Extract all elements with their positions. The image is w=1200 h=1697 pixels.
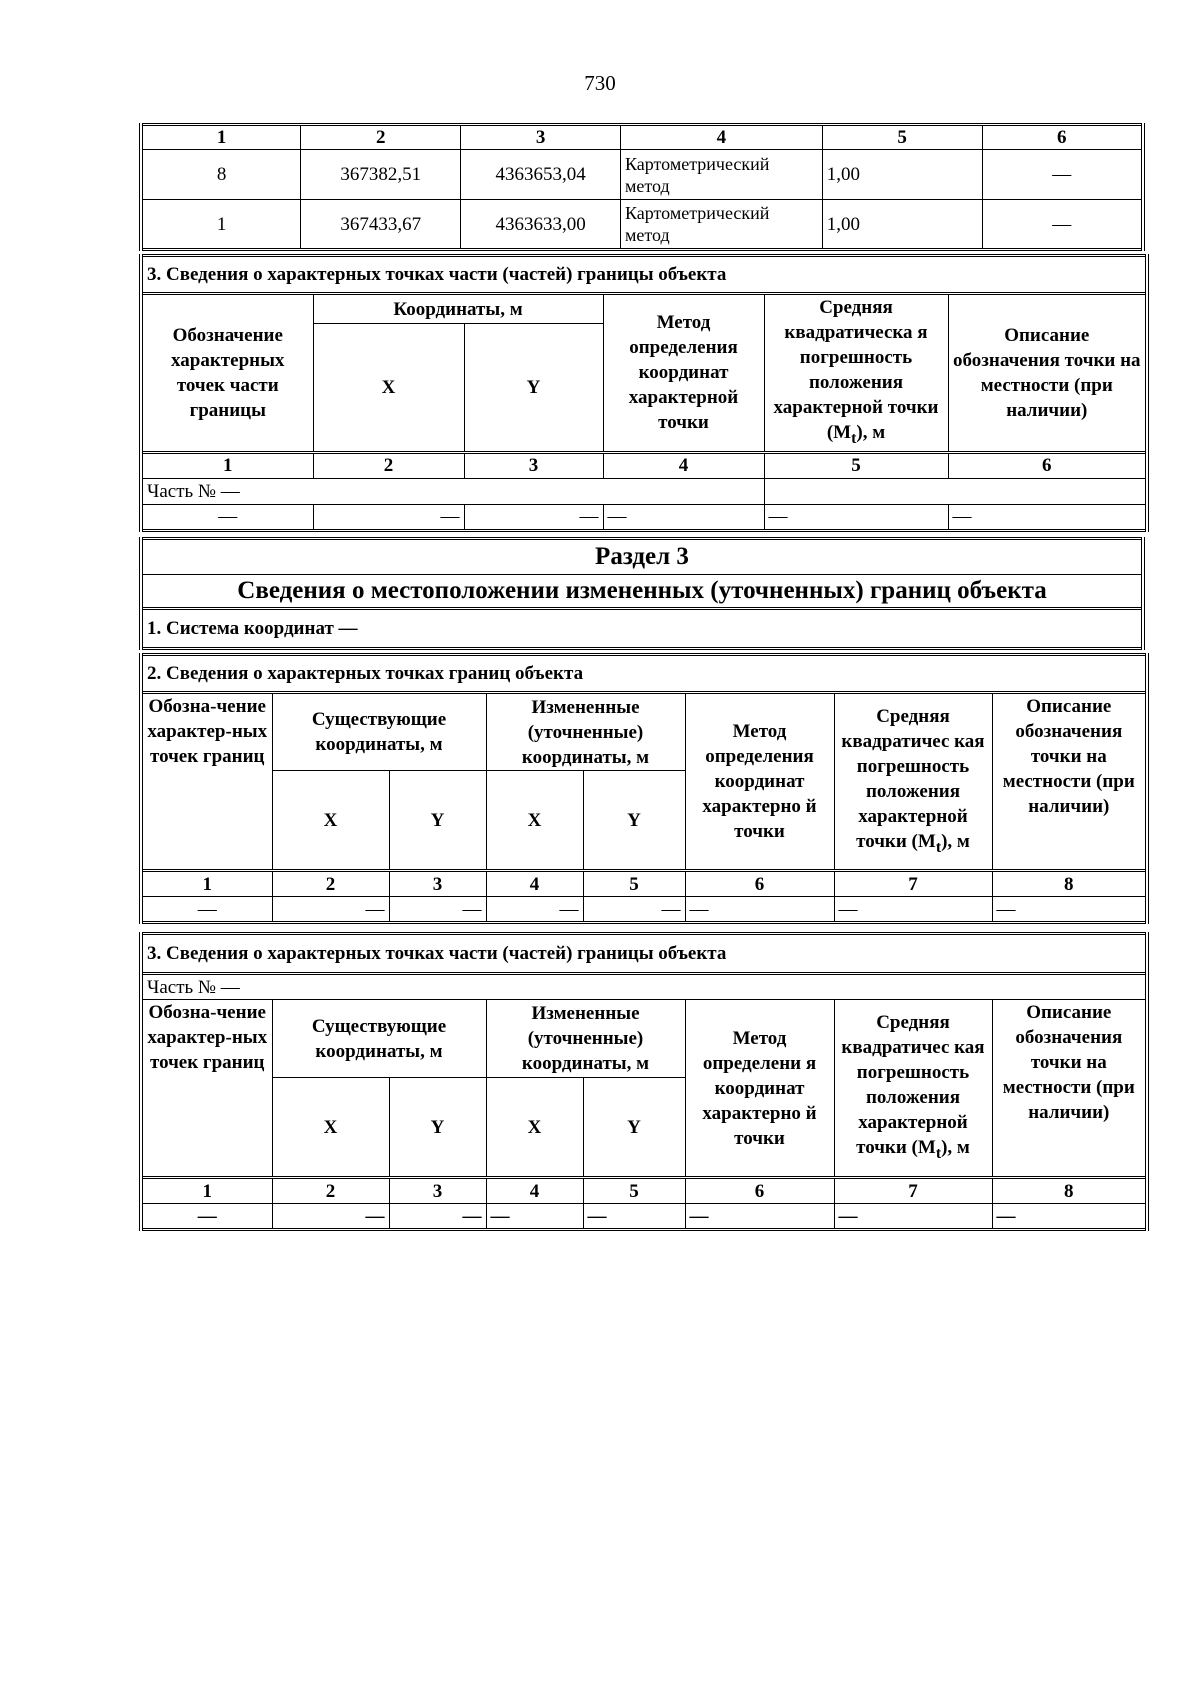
col-number: 1 — [141, 452, 313, 478]
dash-cell: — — [272, 897, 389, 923]
header-method: Метод определени я координат характерно й точки — [685, 1000, 834, 1178]
dash-cell: — — [685, 897, 834, 923]
dash-cell: — — [685, 1204, 834, 1230]
header-existing-coordinates: Существующие координаты, м — [272, 1000, 486, 1078]
dash-cell: — — [389, 1204, 486, 1230]
col-number: 8 — [992, 1178, 1147, 1204]
header-y: Y — [389, 1078, 486, 1178]
x-value: 367382,51 — [301, 150, 461, 200]
method-value: Картометрический метод — [621, 150, 823, 200]
dash-cell: — — [764, 504, 948, 530]
header-point: Обозна-чение характер-ных точек границ — [141, 693, 272, 871]
header-changed-coordinates: Измененные (уточненные) координаты, м — [486, 1000, 685, 1078]
dash-cell: — — [486, 897, 583, 923]
col-number: 3 — [389, 1178, 486, 1204]
col-number: 3 — [461, 125, 621, 150]
table-row — [141, 200, 1143, 250]
accuracy-value: 1,00 — [822, 200, 982, 250]
col-number: 1 — [141, 125, 301, 150]
section-heading: Раздел 3 — [141, 539, 1143, 575]
coordinates-table — [139, 123, 1145, 251]
col-number: 6 — [982, 125, 1143, 150]
col-number: 6 — [685, 871, 834, 897]
header-y: Y — [389, 771, 486, 871]
points-title: 2. Сведения о характерных точках границ объекта — [141, 655, 1147, 693]
dash-cell: — — [583, 1204, 685, 1230]
dash-cell: — — [992, 897, 1147, 923]
coordinate-system: 1. Система координат — — [141, 609, 1143, 649]
header-y: Y — [583, 1078, 685, 1178]
header-x: X — [272, 771, 389, 871]
dash-cell: — — [486, 1204, 583, 1230]
header-changed-coordinates: Измененные (уточненные) координаты, м — [486, 693, 685, 771]
section-subheading: Сведения о местоположении измененных (уточненных) границ объекта — [141, 575, 1143, 609]
col-number: 1 — [141, 1178, 272, 1204]
dash-cell: — — [834, 1204, 992, 1230]
section3-header — [139, 537, 1145, 650]
col-number: 5 — [583, 1178, 685, 1204]
parts-title: 3. Сведения о характерных точках части (частей) границы объекта — [141, 934, 1147, 974]
col-number: 5 — [764, 452, 948, 478]
y-value: 4363633,00 — [461, 200, 621, 250]
header-accuracy: Средняя квадратичес кая погрешность положения характерной точки $(M_t)$, м — [834, 1000, 992, 1178]
col-number: 4 — [603, 452, 764, 478]
col-number: 4 — [621, 125, 823, 150]
parts-section-title: 3. Сведения о характерных точках части (частей) границы объекта — [141, 256, 1147, 294]
table-row — [141, 150, 1143, 200]
section3-points-table — [139, 653, 1149, 924]
part-label: Часть № — — [141, 974, 1147, 1000]
col-number: 4 — [486, 1178, 583, 1204]
col-number: 3 — [464, 452, 603, 478]
part-label: Часть № — — [141, 478, 764, 504]
dash-cell: — — [603, 504, 764, 530]
col-number: 3 — [389, 871, 486, 897]
header-x: X — [486, 771, 583, 871]
dash-cell: — — [141, 1204, 272, 1230]
column-numbers-row — [141, 125, 1143, 150]
header-description: Описание обозначения точки на местности (при наличии) — [992, 693, 1147, 871]
dash-cell: — — [389, 897, 486, 923]
header-accuracy: Средняя квадратическа я погрешность положения характерной точки $(M_t)$, м — [764, 294, 948, 453]
col-number: 1 — [141, 871, 272, 897]
col-number: 2 — [301, 125, 461, 150]
header-method: Метод определения координат характерно й точки — [685, 693, 834, 871]
description-value: — — [982, 200, 1143, 250]
header-x: X — [272, 1078, 389, 1178]
dash-cell: — — [272, 1204, 389, 1230]
dash-cell: — — [141, 504, 313, 530]
dash-cell: — — [834, 897, 992, 923]
col-number: 8 — [992, 871, 1147, 897]
header-description: Описание обозначения точки на местности (при наличии) — [992, 1000, 1147, 1178]
x-value: 367433,67 — [301, 200, 461, 250]
page-number: 730 — [584, 71, 616, 95]
accuracy-value: 1,00 — [822, 150, 982, 200]
header-x: X — [313, 324, 464, 453]
header-y: Y — [583, 771, 685, 871]
parts-table — [139, 254, 1149, 532]
header-y: Y — [464, 324, 603, 453]
dash-cell: — — [583, 897, 685, 923]
col-number: 5 — [583, 871, 685, 897]
dash-cell: — — [141, 897, 272, 923]
dash-cell: — — [948, 504, 1147, 530]
col-number: 2 — [313, 452, 464, 478]
dash-cell: — — [464, 504, 603, 530]
col-number: 5 — [822, 125, 982, 150]
header-description: Описание обозначения точки на местности (при наличии) — [948, 294, 1147, 453]
method-value: Картометрический метод — [621, 200, 823, 250]
col-number: 4 — [486, 871, 583, 897]
col-number: 6 — [948, 452, 1147, 478]
header-coordinates: Координаты, м — [313, 294, 603, 324]
col-number: 6 — [685, 1178, 834, 1204]
col-number: 7 — [834, 1178, 992, 1204]
header-point: Обозна-чение характер-ных точек границ — [141, 1000, 272, 1178]
col-number: 2 — [272, 1178, 389, 1204]
dash-cell: — — [313, 504, 464, 530]
col-number: 7 — [834, 871, 992, 897]
point-label: 8 — [141, 150, 301, 200]
header-point: Обозначение характерных точек части границы — [141, 294, 313, 453]
dash-cell: — — [992, 1204, 1147, 1230]
part-label-empty — [764, 478, 1147, 504]
section3-parts-table — [139, 932, 1149, 1231]
header-accuracy: Средняя квадратичес кая погрешность положения характерной точки $(M_t)$, м — [834, 693, 992, 871]
header-existing-coordinates: Существующие координаты, м — [272, 693, 486, 771]
y-value: 4363653,04 — [461, 150, 621, 200]
description-value: — — [982, 150, 1143, 200]
col-number: 2 — [272, 871, 389, 897]
point-label: 1 — [141, 200, 301, 250]
header-method: Метод определения координат характерной точки — [603, 294, 764, 453]
header-x: X — [486, 1078, 583, 1178]
